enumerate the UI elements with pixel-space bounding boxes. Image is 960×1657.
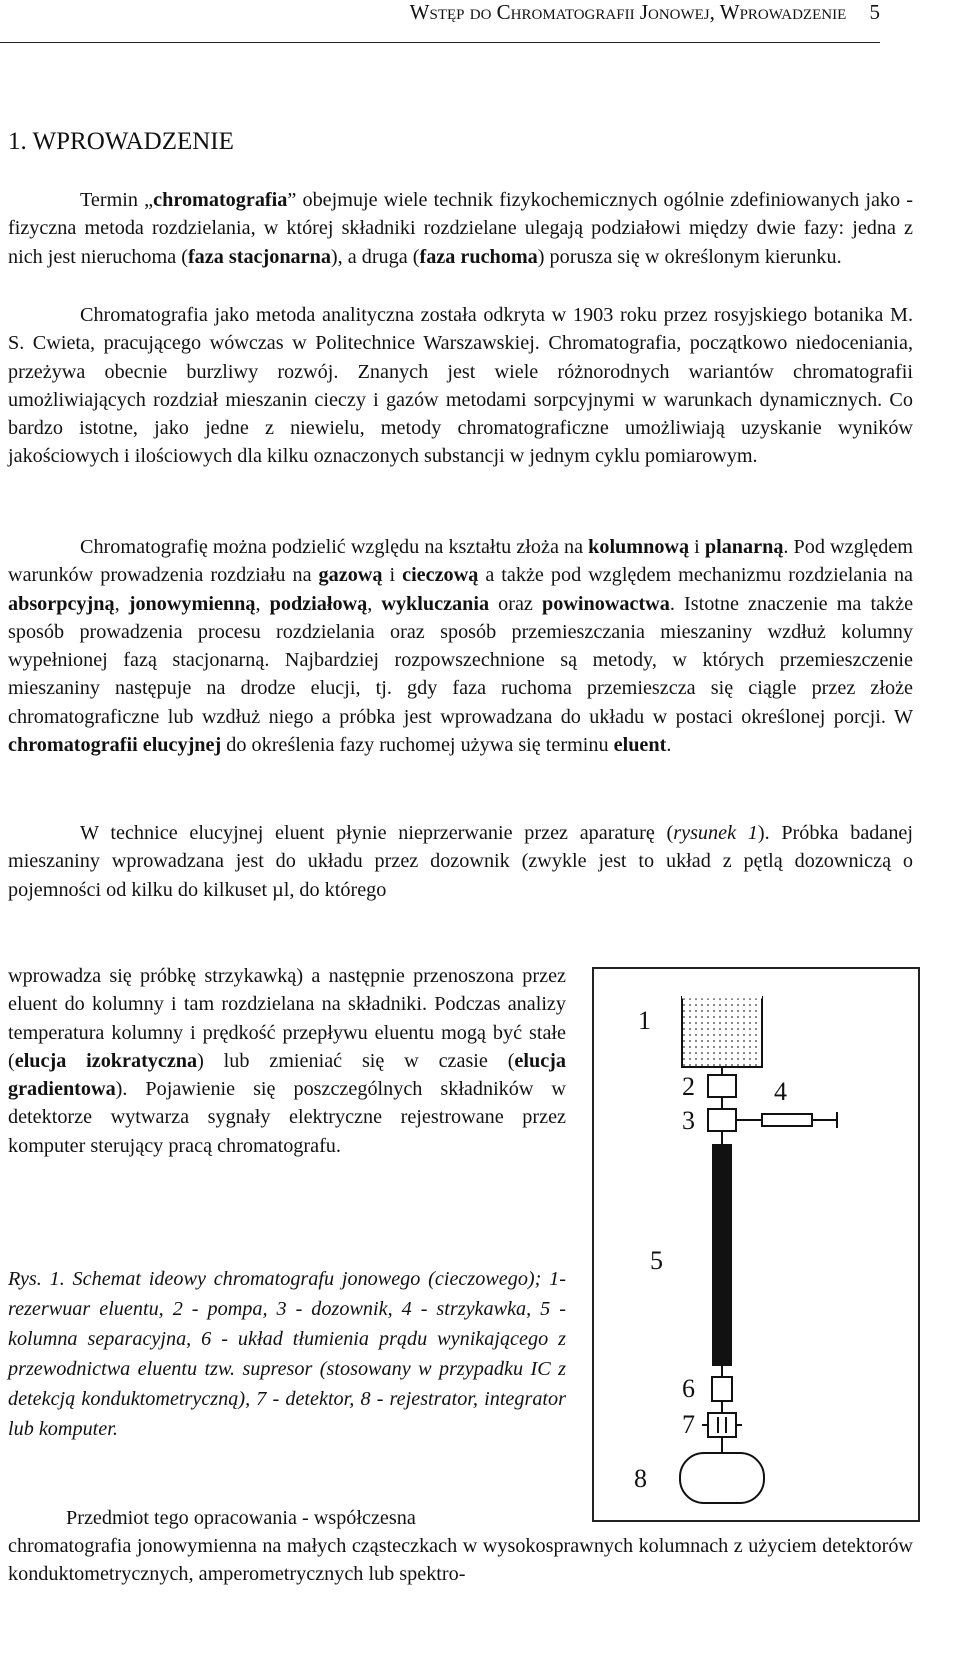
fig-label-3: 3	[682, 1106, 695, 1135]
text-run: eluent	[613, 734, 667, 757]
text-run: rysunek 1	[673, 822, 758, 844]
text-run: absorpcyjną	[8, 592, 115, 615]
text-run: ). Próbka badanej mieszaniny wprowadzana jest do układu przez dozownik (zwykle jest to układ z pętlą dozowniczą o pojemności od kilku do kilkuset µl, do którego	[8, 822, 914, 901]
suppressor	[712, 1377, 732, 1401]
section-title: 1. WPROWADZENIE	[8, 128, 234, 155]
text-run: wprowadza się próbkę strzykawką) a następnie przenoszona przez eluent do kolumny i tam rozdzielana na składniki. Podczas analizy temperatura kolumny i prędkość przepływu eluentu mogą być stałe (	[8, 965, 566, 1072]
text-run: faza ruchoma	[419, 245, 538, 268]
paragraph-5-start: Przedmiot tego opracowania - współczesna	[66, 1507, 416, 1529]
fig-label-2: 2	[682, 1072, 695, 1101]
text-run: Chromatografia jako metoda analityczna została odkryta w 1903 roku przez rosyjskiego botanika M. S. Cwieta, pracującego wówczas w Politechnice Warszawskiej. Chromatografia, początkowo niedoceniania, przeżywa obecnie burzliwy rozwój. Znanych jest wiele różnorodnych wariantów chromatografii umożliwiających rozdział mieszanin cieczy i gazów metodami sorpcyjnymi w warunkach dynamicznych. Co bardzo istotne, jako jedne z niewielu, metody chromatograficzne umożliwiają uzyskanie wyników jakościowych i ilościowych dla kilku oznaczonych substancji w jednym cyklu pomiarowym.	[8, 304, 913, 468]
text-run: ,	[367, 592, 382, 615]
page-number: 5	[869, 0, 880, 24]
text-run: ) lub zmieniać się w czasie (	[197, 1049, 515, 1072]
figure-caption: Rys. 1. Schemat ideowy chromatografu jonowego (cieczowego); 1- rezerwuar eluentu, 2 - pompa, 3 - dozownik, 4 - strzykawka, 5 - kolumna separacyjna, 6 - układ tłumienia prądu wynikającego z przewodnictwa eluentu tzw. supresor (stosowany w przypadku IC z detekcją konduktometryczną), 7 - detektor, 8 - rejestrator, integrator lub komputer.	[8, 1268, 566, 1440]
fig-label-5: 5	[650, 1246, 663, 1275]
fig-label-1: 1	[638, 1006, 651, 1035]
text-run: elucja gradientowa	[8, 1049, 566, 1101]
text-run: . Istotne znaczenie ma także sposób prowadzenia procesu rozdzielania oraz sposób przemieszczania mieszaniny wzdłuż kolumny wypełnionej fazą stacjonarną. Najbardziej rozpowszechnione są metody, w których przemieszczenie mieszaniny następuje na drodze elucji, tj. gdy faza ruchoma przemieszcza się ciągle przez złoże chromatograficzne lub wzdłuż niego a próbka jest wprowadzana do układu w postaci określonej porcji. W	[8, 592, 914, 728]
eluent-reservoir	[682, 997, 762, 1067]
text-run: W technice elucyjnej eluent płynie nieprzerwanie przez aparaturę (	[80, 822, 674, 844]
text-run: podziałową	[269, 592, 368, 615]
paragraph-4-wrapped	[8, 962, 566, 1160]
text-run: . Pod względem warunków prowadzenia rozdziału na	[8, 536, 914, 587]
text-run: kolumnową	[588, 536, 690, 558]
text-run: ) porusza się w określonym kierunku.	[537, 245, 842, 268]
figure-chromatograph-schematic	[592, 967, 922, 1522]
paragraph-5-continued: chromatografia jonowymienna na małych cząsteczkach w wysokosprawnych kolumnach z użyciem detektorów konduktometrycznych, amperometrycznych lub spektro-	[8, 1535, 913, 1586]
running-title: Wstęp do Chromatografii Jonowej, Wprowadzenie	[409, 0, 847, 24]
text-run: planarną	[704, 536, 784, 558]
text-run: Termin „	[80, 189, 154, 211]
text-run: oraz	[489, 592, 542, 615]
fig-label-8: 8	[634, 1464, 647, 1493]
text-run: wykluczania	[381, 592, 490, 615]
text-run: i	[382, 564, 403, 587]
header-rule	[0, 42, 880, 43]
paragraph-2	[8, 301, 913, 471]
text-run: elucja izokratyczna	[14, 1049, 198, 1072]
text-run: ), a druga (	[330, 245, 420, 268]
text-run: chromatografia	[153, 189, 288, 211]
injector	[708, 1109, 736, 1131]
pump	[708, 1075, 736, 1097]
text-run: ” obejmuje wiele technik fizykochemicznych ogólnie zdefiniowanych jako - fizyczna metoda rozdzielania, w której składniki rozdzielane ulegają podziałowi między dwie fazy: jedna z nich jest nieruchoma (	[8, 189, 913, 268]
text-run: jonowymienną	[128, 592, 256, 615]
text-run: ,	[114, 592, 129, 615]
text-run: cieczową	[402, 564, 479, 587]
fig-label-4: 4	[774, 1077, 787, 1106]
separation-column	[713, 1145, 731, 1365]
text-run: ). Pojawienie się poszczególnych składników w detektorze wytwarza sygnały elektryczne rejestrowane przez komputer sterujący pracą chromatografu.	[8, 1078, 566, 1157]
text-run: powinowactwa	[542, 592, 670, 615]
recorder	[680, 1453, 764, 1503]
fig-label-6: 6	[682, 1374, 695, 1403]
paragraph-4-top	[8, 819, 913, 904]
running-header	[250, 0, 880, 34]
text-run: gazową	[318, 564, 383, 587]
text-run: Chromatografię można podzielić względu na kształtu złoża na	[80, 536, 589, 558]
paragraph-1	[8, 186, 913, 271]
text-run: i	[689, 536, 705, 558]
detector	[708, 1413, 736, 1437]
text-run: do określenia fazy ruchomej używa się terminu	[221, 734, 614, 757]
text-run: ,	[255, 592, 270, 615]
schematic-svg	[592, 967, 922, 1522]
text-run: .	[666, 734, 672, 757]
text-run: chromatografii elucyjnej	[8, 734, 222, 757]
text-run: faza stacjonarna	[187, 245, 331, 268]
paragraph-3	[8, 533, 913, 759]
text-run: a także pod względem mechanizmu rozdzielania na	[478, 564, 914, 587]
fig-label-7: 7	[682, 1410, 695, 1439]
syringe	[762, 1114, 812, 1126]
